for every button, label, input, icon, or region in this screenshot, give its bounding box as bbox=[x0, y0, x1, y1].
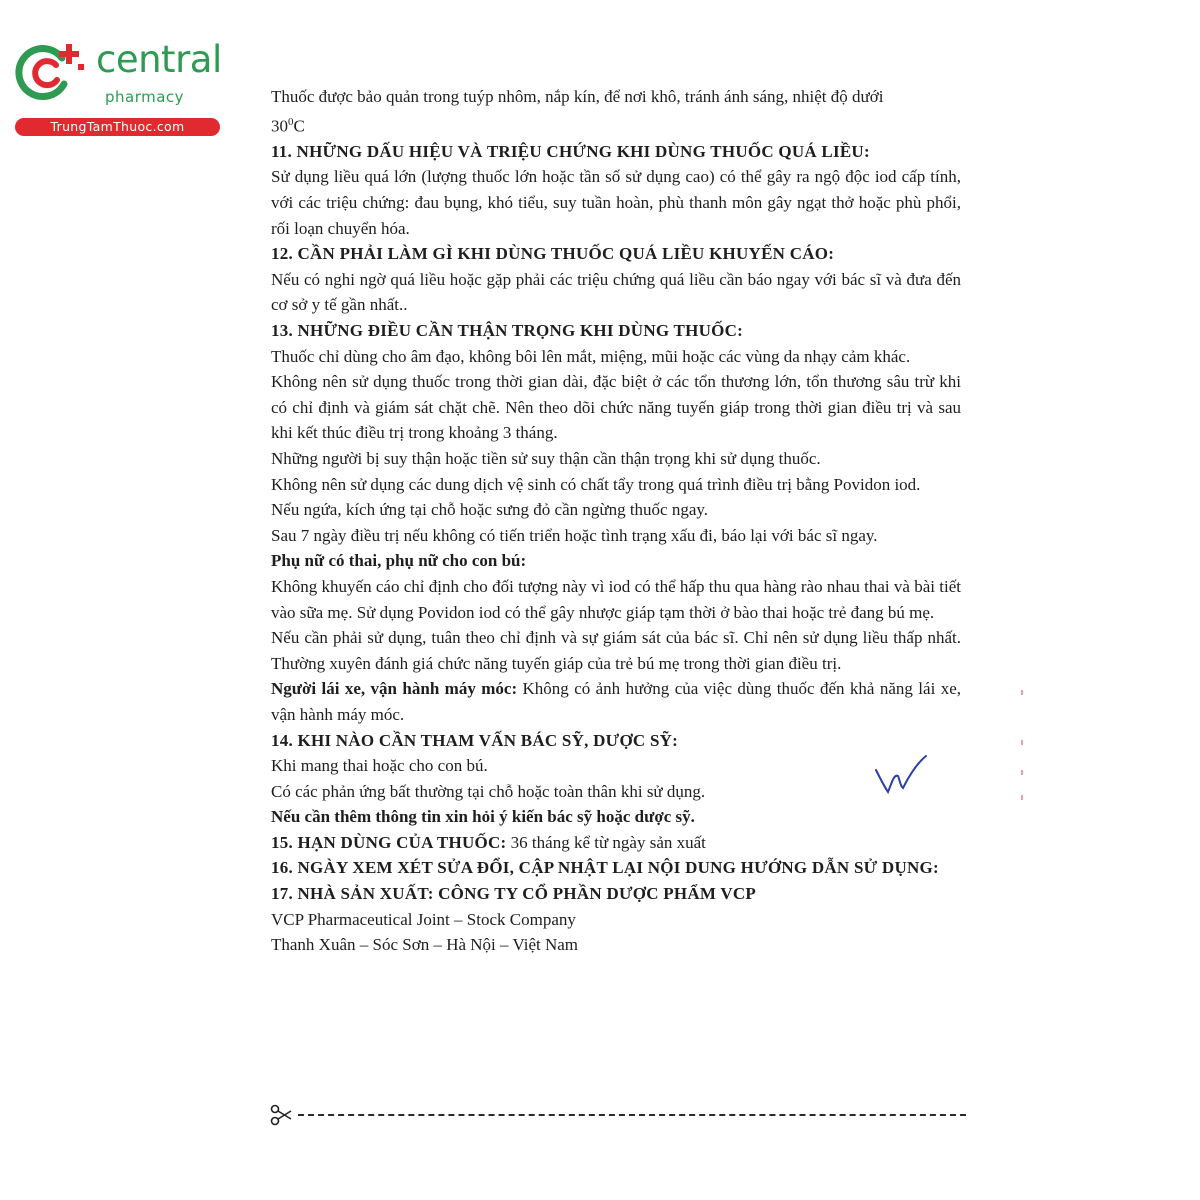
section-15-value: 36 tháng kể từ ngày sản xuất bbox=[510, 832, 706, 852]
scan-speck bbox=[1021, 795, 1023, 800]
section-14-line: Khi mang thai hoặc cho con bú. bbox=[271, 756, 488, 776]
pregnancy-subheading: Phụ nữ có thai, phụ nữ cho con bú: bbox=[271, 551, 527, 571]
storage-text: Thuốc được bảo quản trong tuýp nhôm, nắp kín, để nơi khô, tránh ánh sáng, nhiệt độ dưới bbox=[271, 87, 884, 106]
section-13-heading: 13. NHỮNG ĐIỀU CẦN THẬN TRỌNG KHI DÙNG THUỐC: bbox=[271, 321, 744, 340]
section-13-paragraph: Thuốc chỉ dùng cho âm đạo, không bôi lên mắt, miệng, mũi hoặc các vùng da nhạy cảm khác. bbox=[271, 346, 911, 366]
section-13-paragraph: Không nên sử dụng các dung dịch vệ sinh có chất tẩy trong quá trình điều trị bằng Povidon iod. bbox=[271, 474, 921, 494]
dashed-cut-line bbox=[298, 1114, 966, 1116]
storage-paragraph bbox=[271, 84, 961, 139]
section-13-paragraph: Những người bị suy thận hoặc tiền sử suy thận cần thận trọng khi sử dụng thuốc. bbox=[271, 448, 821, 468]
driving-text: Không có ảnh hưởng của việc dùng thuốc đến khả năng lái xe, vận hành máy móc. bbox=[271, 679, 961, 724]
pregnancy-paragraph: Không khuyến cáo chỉ định cho đối tượng này vì iod có thể hấp thu qua hàng rào nhau thai và bài tiết vào sữa mẹ. Sử dụng Povidon iod có thể gây nhược giáp tạm thời ở bào thai hoặc trẻ đang bú mẹ. bbox=[271, 576, 961, 622]
signature-mark-icon bbox=[870, 752, 930, 802]
brand-website: TrungTamThuoc.com bbox=[15, 118, 220, 136]
brand-name: central bbox=[96, 38, 222, 81]
storage-temp-value: 30 bbox=[271, 116, 288, 136]
section-13-paragraph: Không nên sử dụng thuốc trong thời gian dài, đặc biệt ở các tổn thương lớn, tổn thương sâu trừ khi có chỉ định và giám sát chặt chẽ. Nên theo dõi chức năng tuyến giáp trong thời gian điều trị và sau khi kết thúc điều trị trong khoảng 3 tháng. bbox=[271, 372, 961, 443]
pregnancy-paragraph: Nếu cần phải sử dụng, tuân theo chỉ định và sự giám sát của bác sĩ. Chỉ nên sử dụng liều thấp nhất. Thường xuyên đánh giá chức năng tuyến giáp của trẻ bú mẹ trong thời gian điều trị. bbox=[271, 628, 961, 673]
section-14-heading: 14. KHI NÀO CẦN THAM VẤN BÁC SỸ, DƯỢC SỸ: bbox=[271, 730, 679, 750]
brand-tagline: pharmacy bbox=[105, 88, 185, 106]
manufacturer-company: VCP Pharmaceutical Joint – Stock Company bbox=[271, 909, 576, 929]
section-11-body: Sử dụng liều quá lớn (lượng thuốc lớn hoặc tần số sử dụng cao) có thể gây ra ngộ độc iod cấp tính, với các triệu chứng: đau bụng, khó tiểu, suy tuần hoàn, phù thanh môn gây ngạt thở hoặc phù phổi, rối loạn chuyển hóa. bbox=[271, 167, 961, 238]
driving-paragraph bbox=[271, 676, 961, 727]
section-15 bbox=[271, 830, 961, 856]
scissors-icon bbox=[270, 1102, 292, 1128]
section-12-heading: 12. CẦN PHẢI LÀM GÌ KHI DÙNG THUỐC QUÁ LIỀU KHUYẾN CÁO: bbox=[271, 244, 835, 264]
scan-speck bbox=[1021, 770, 1023, 775]
storage-temp-degree: 0 bbox=[288, 115, 294, 128]
section-13-paragraph: Sau 7 ngày điều trị nếu không có tiến triển hoặc tình trạng xấu đi, báo lại với bác sĩ ngay. bbox=[271, 525, 878, 545]
storage-temp-unit: C bbox=[293, 116, 305, 136]
brand-logo bbox=[10, 38, 220, 138]
cut-line bbox=[270, 1100, 970, 1130]
pharmacy-cross-logo-icon bbox=[10, 38, 90, 108]
section-14-note: Nếu cần thêm thông tin xin hỏi ý kiến bác sỹ hoặc dược sỹ. bbox=[271, 807, 695, 827]
section-16-heading: 16. NGÀY XEM XÉT SỬA ĐỔI, CẬP NHẬT LẠI NỘI DUNG HƯỚNG DẪN SỬ DỤNG: bbox=[271, 858, 939, 878]
leaflet-body bbox=[271, 84, 961, 958]
scan-speck bbox=[1021, 740, 1023, 745]
section-13-paragraph: Nếu ngứa, kích ứng tại chỗ hoặc sưng đỏ cần ngừng thuốc ngay. bbox=[271, 500, 709, 520]
section-11-heading: 11. NHỮNG DẤU HIỆU VÀ TRIỆU CHỨNG KHI DÙNG THUỐC QUÁ LIỀU: bbox=[271, 141, 870, 161]
section-14-line: Có các phản ứng bất thường tại chỗ hoặc toàn thân khi sử dụng. bbox=[271, 781, 706, 801]
section-17-heading: 17. NHÀ SẢN XUẤT: CÔNG TY CỔ PHẦN DƯỢC PHẨM VCP bbox=[271, 884, 757, 904]
scan-speck bbox=[1021, 690, 1023, 695]
section-12-body: Nếu có nghi ngờ quá liều hoặc gặp phải các triệu chứng quá liều cần báo ngay với bác sĩ và đưa đến cơ sở y tế gần nhất.. bbox=[271, 269, 961, 315]
driving-label: Người lái xe, vận hành máy móc: bbox=[271, 679, 518, 699]
section-15-heading: 15. HẠN DÙNG CỦA THUỐC: bbox=[271, 832, 507, 852]
manufacturer-address: Thanh Xuân – Sóc Sơn – Hà Nội – Việt Nam bbox=[271, 935, 579, 955]
